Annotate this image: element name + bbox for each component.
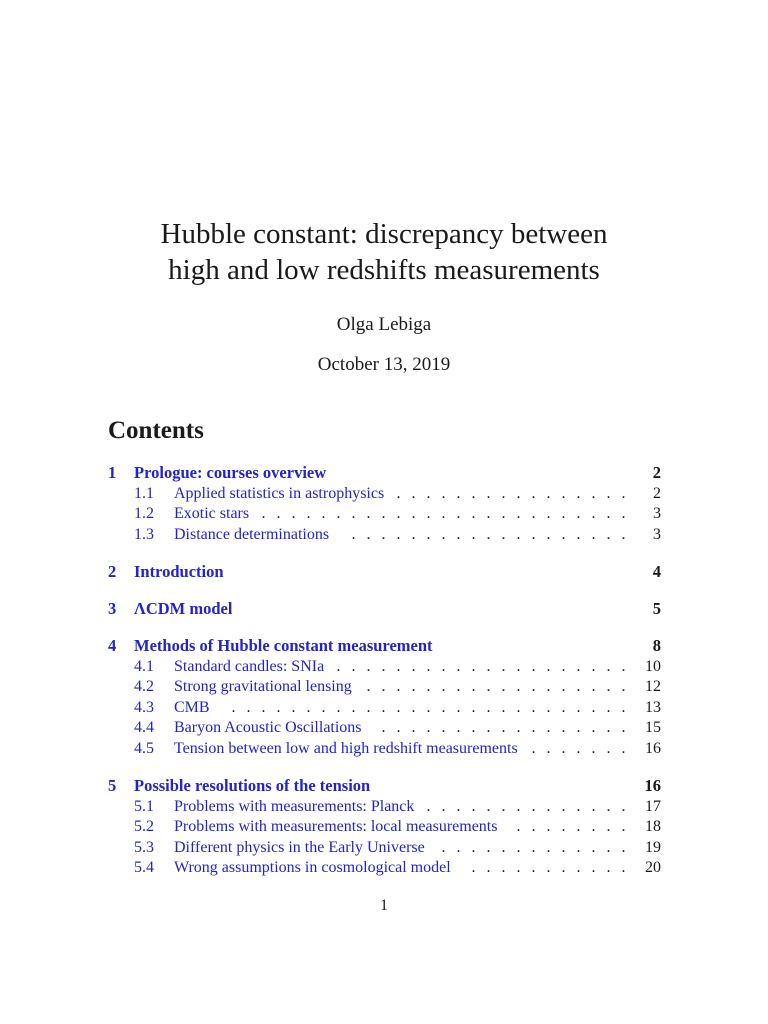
- toc-entry-label: Exotic stars: [174, 505, 250, 522]
- toc-entry[interactable]: [108, 739, 661, 759]
- toc-entry-page: 13: [645, 699, 661, 716]
- toc-entry-page: 15: [645, 719, 661, 736]
- toc-entry-number: 1.3: [134, 526, 154, 543]
- toc-entry-page: 12: [645, 678, 661, 695]
- toc-entry-page: 4: [652, 562, 661, 581]
- toc-entry-page: 8: [652, 636, 661, 655]
- toc-entry[interactable]: [108, 776, 661, 796]
- toc-entry-page: 3: [653, 505, 661, 522]
- toc-entry[interactable]: [108, 858, 661, 878]
- toc-entry-number: 4.5: [134, 740, 154, 757]
- toc-entry-label: Strong gravitational lensing: [174, 678, 352, 695]
- toc-entry-label: Methods of Hubble constant measurement: [134, 636, 433, 655]
- toc-entry[interactable]: [108, 817, 661, 837]
- toc-entry[interactable]: [108, 484, 661, 504]
- toc-entry[interactable]: [108, 463, 661, 483]
- toc-dot-leader: . . . . . . . . . . . . . . . . . . . . . . . . . . .: [231, 699, 626, 716]
- toc-entry-label: Baryon Acoustic Oscillations: [174, 719, 362, 736]
- document-title: [0, 216, 768, 288]
- toc-entry-number: 4.2: [134, 678, 154, 695]
- toc-entry-page: 19: [645, 839, 661, 856]
- toc-entry-number: 5.1: [134, 798, 154, 815]
- toc-dot-leader: . . . . . . . . . . . . . . . . .: [381, 719, 626, 736]
- toc-entry-page: 3: [653, 526, 661, 543]
- date: October 13, 2019: [317, 354, 451, 375]
- toc-entry-page: 18: [645, 818, 661, 835]
- toc-dot-leader: . . . . . . . . . . .: [471, 859, 626, 876]
- toc-entry[interactable]: [108, 504, 661, 524]
- toc-dot-leader: . . . . . . . . . . . . . .: [426, 798, 626, 815]
- toc-dot-leader: . . . . . . . . . . . . . . . .: [396, 485, 626, 502]
- toc-entry[interactable]: [108, 677, 661, 697]
- toc-entry[interactable]: [108, 525, 661, 545]
- toc-entry-page: 10: [645, 658, 661, 675]
- toc-entry-label: Prologue: courses overview: [134, 463, 327, 482]
- toc-dot-leader: . . . . . . . .: [516, 818, 626, 835]
- toc-entry[interactable]: [108, 718, 661, 738]
- toc-entry-label: Problems with measurements: Planck: [174, 798, 415, 815]
- toc-entry-number: 4.1: [134, 658, 154, 675]
- toc-entry-label: ΛCDM model: [134, 599, 233, 618]
- toc-entry-number: 1.2: [134, 505, 154, 522]
- toc-entry-label: Different physics in the Early Universe: [174, 839, 425, 856]
- toc-entry-page: 5: [652, 599, 661, 618]
- toc-entry-page: 2: [652, 463, 661, 482]
- author: Olga Lebiga: [336, 314, 432, 335]
- toc-dot-leader: . . . . . . . . . . . . .: [441, 839, 626, 856]
- toc-entry-page: 17: [645, 798, 661, 815]
- toc-entry-label: Introduction: [134, 562, 224, 581]
- toc-entry-label: Tension between low and high redshift measurements: [174, 740, 518, 757]
- toc-entry[interactable]: [108, 797, 661, 817]
- toc-dot-leader: . . . . . . . . . . . . . . . . . . . . . . . . .: [261, 505, 626, 522]
- toc-entry-number: 1.1: [134, 485, 154, 502]
- toc-entry-number: 4: [108, 636, 117, 655]
- toc-entry-label: Problems with measurements: local measurements: [174, 818, 498, 835]
- toc-entry-page: 20: [645, 859, 661, 876]
- toc-dot-leader: . . . . . . . . . . . . . . . . . . .: [351, 526, 626, 543]
- toc-entry-label: Distance determinations: [174, 526, 330, 543]
- toc-entry[interactable]: [108, 838, 661, 858]
- toc-entry-label: Standard candles: SNIa: [174, 658, 325, 675]
- toc-entry-number: 3: [108, 599, 117, 618]
- toc-entry[interactable]: [108, 599, 661, 619]
- toc-entry-number: 5.2: [134, 818, 154, 835]
- toc-entry-number: 5: [108, 776, 117, 795]
- toc-entry-page: 2: [653, 485, 661, 502]
- toc-entry-number: 4.3: [134, 699, 154, 716]
- toc-entry[interactable]: [108, 698, 661, 718]
- toc-entry-number: 2: [108, 562, 117, 581]
- toc-dot-leader: . . . . . . .: [531, 740, 626, 757]
- toc-entry-number: 4.4: [134, 719, 154, 736]
- toc-entry-label: CMB: [174, 699, 210, 716]
- toc-entry-label: Possible resolutions of the tension: [134, 776, 371, 795]
- title-line-2: high and low redshifts measurements: [168, 254, 600, 286]
- toc-entry-label: Wrong assumptions in cosmological model: [174, 859, 451, 876]
- toc-entry-number: 1: [108, 463, 117, 482]
- contents-heading: Contents: [108, 417, 204, 444]
- toc-entry[interactable]: [108, 657, 661, 677]
- toc-entry-number: 5.3: [134, 839, 154, 856]
- toc-entry-page: 16: [644, 776, 661, 795]
- toc-entry[interactable]: [108, 636, 661, 656]
- page-number: 1: [380, 897, 388, 914]
- toc-entry-number: 5.4: [134, 859, 154, 876]
- toc-entry-page: 16: [645, 740, 661, 757]
- toc-entry-label: Applied statistics in astrophysics: [174, 485, 385, 502]
- toc-dot-leader: . . . . . . . . . . . . . . . . . .: [366, 678, 626, 695]
- title-line-1: Hubble constant: discrepancy between: [160, 218, 608, 250]
- toc-dot-leader: . . . . . . . . . . . . . . . . . . . .: [336, 658, 626, 675]
- toc-entry[interactable]: [108, 562, 661, 582]
